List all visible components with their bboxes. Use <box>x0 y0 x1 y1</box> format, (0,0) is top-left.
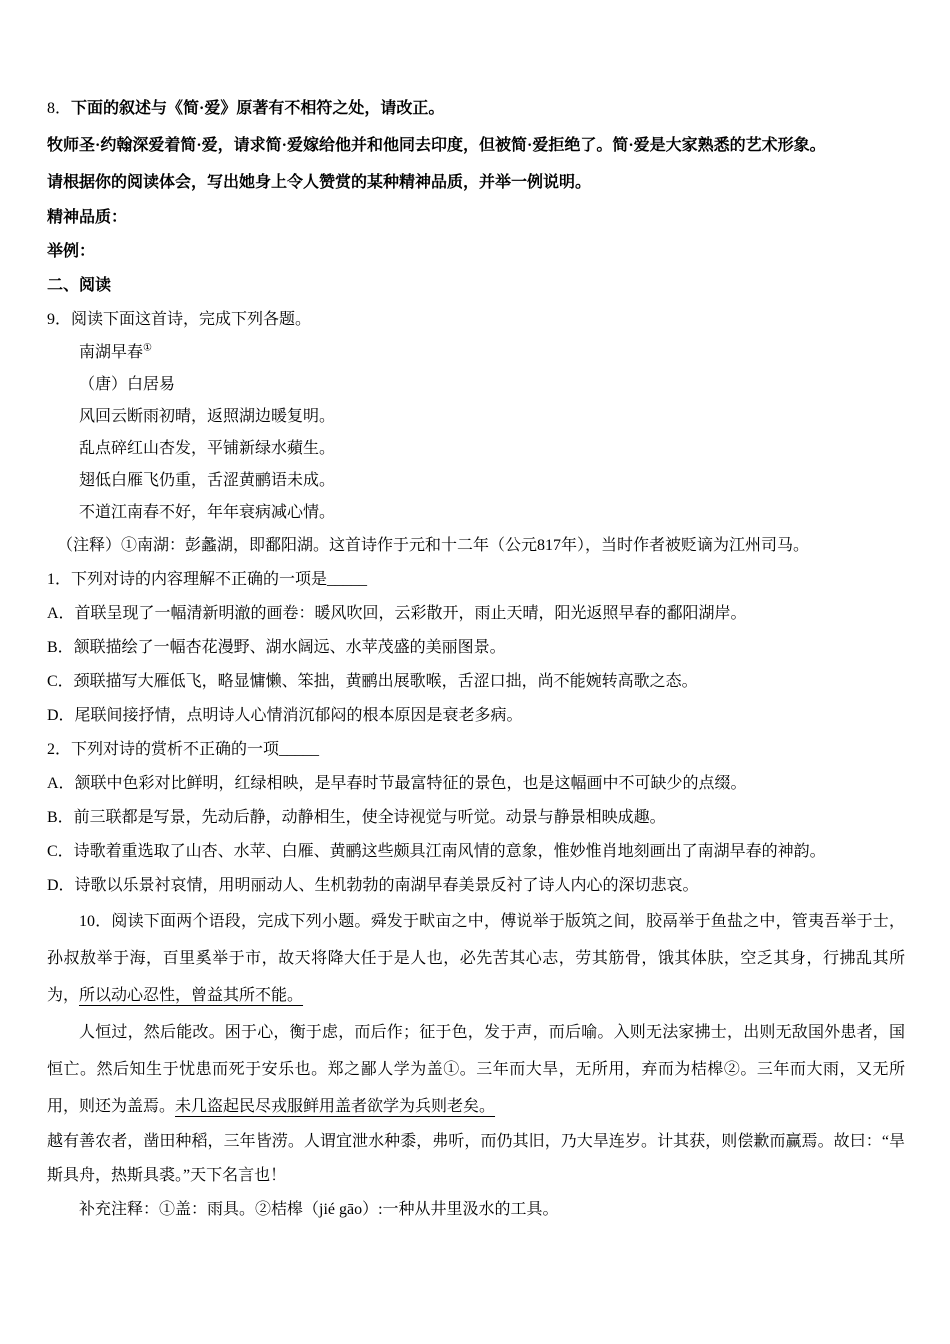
question9-sub2-stem: 2．下列对诗的赏析不正确的一项_____ <box>47 741 320 758</box>
question9-sub2-option-b: B．前三联都是写景，先动后静，动静相生，使全诗视觉与听觉。动景与静景相映成趣。 <box>47 809 666 826</box>
question9-sub1-option-a: A．首联呈现了一幅清新明澈的画卷：暖风吹回，云彩散开，雨止天晴，阳光返照早春的鄱阳湖岸。 <box>47 605 747 622</box>
poem-title-text: 南湖早春 <box>79 344 144 361</box>
question10-note: 补充注释：①盖：雨具。②桔槔（jié gāo）:一种从井里汲水的工具。 <box>79 1201 559 1218</box>
poem-line-1: 风回云断雨初晴，返照湖边暖复明。 <box>79 408 336 425</box>
question9-sub1-stem: 1．下列对诗的内容理解不正确的一项是_____ <box>47 571 368 588</box>
question8-quality-label: 精神品质： <box>47 209 128 226</box>
question8-title-text: 下面的叙述与《简·爱》原著有不相符之处，请改正。 <box>71 100 445 117</box>
question9-instruction: 9．阅读下面这首诗，完成下列各题。 <box>47 311 312 328</box>
question8-number: 8． <box>47 100 72 117</box>
poem-title <box>79 337 905 369</box>
question9-sub1-option-b: B．颔联描绘了一幅杏花漫野、湖水阔远、水苹茂盛的美丽图景。 <box>47 639 506 656</box>
question9-sub1-option-c: C．颈联描写大雁低飞，略显慵懒、笨拙，黄鹂出展歌喉，舌涩口拙，尚不能婉转高歌之态。 <box>47 673 698 690</box>
poem-author: （唐）白居易 <box>79 376 176 393</box>
poem-line-4: 不道江南春不好，年年衰病减心情。 <box>79 504 336 521</box>
poem-line-2: 乱点碎红山杏发，平铺新绿水蘋生。 <box>79 440 336 457</box>
question8-example-label: 举例： <box>47 243 96 260</box>
question9-sub1-option-d: D．尾联间接抒情，点明诗人心情消沉郁闷的根本原因是衰老多病。 <box>47 707 523 724</box>
poem-line-3: 翅低白雁飞仍重，舌涩黄鹂语未成。 <box>79 472 336 489</box>
poem <box>47 337 905 529</box>
question9-sub2-option-d: D．诗歌以乐景衬哀情，用明丽动人、生机勃勃的南湖早春美景反衬了诗人内心的深切悲哀。 <box>47 877 699 894</box>
section-heading: 二、阅读 <box>47 277 112 294</box>
poem-title-note-marker: ① <box>143 342 152 354</box>
question10-paragraph1: 10．阅读下面两个语段，完成下列小题。舜发于畎亩之中，傅说举于版筑之间，胶鬲举于鱼盐之中，管夷吾举于士，孙叔敖举于海，百里奚举于市，故天将降大任于是人也，必先苦其心志，劳其筋骨，饿其体肤，空乏其身，行拂乱其所为，所以动心忍性，曾益其所不能。 <box>47 913 905 1004</box>
poem-note: （注释）①南湖：彭蠡湖，即鄱阳湖。这首诗作于元和十二年（公元817年），当时作者被贬谪为江州司马。 <box>57 537 810 554</box>
question8-paragraph1: 牧师圣·约翰深爱着简·爱，请求简·爱嫁给他并和他同去印度，但被简·爱拒绝了。简·爱是大家熟悉的艺术形象。 <box>47 137 826 154</box>
question8-title <box>47 90 905 127</box>
question8-paragraph2: 请根据你的阅读体会，写出她身上令人赞赏的某种精神品质，并举一例说明。 <box>47 174 592 191</box>
question9-sub2-option-a: A．颔联中色彩对比鲜明，红绿相映，是早春时节最富特征的景色，也是这幅画中不可缺少的点缀。 <box>47 775 747 792</box>
question9-sub2-option-c: C．诗歌着重选取了山杏、水苹、白雁、黄鹂这些颇具江南风情的意象，惟妙惟肖地刻画出了南湖早春的神韵。 <box>47 843 826 860</box>
question10-paragraph2: 人恒过，然后能改。困于心，衡于虑，而后作；征于色，发于声，而后喻。入则无法家拂士，出则无敌国外患者，国恒亡。然后知生于忧患而死于安乐也。郑之鄙人学为盖①。三年而大旱，无所用，弃而为桔槔②。三年而大雨，又无所用，则还为盖焉。未几盗起民尽戎服鲜用盖者欲学为兵则老矣。 <box>47 1024 905 1115</box>
question10-paragraph3: 越有善农者，凿田种稻，三年皆涝。人谓宜泄水种黍，弗听，而仍其旧，乃大旱连岁。计其获，则偿歉而赢焉。故曰：“旱斯具舟，热斯具裘。”天下名言也！ <box>47 1133 905 1184</box>
